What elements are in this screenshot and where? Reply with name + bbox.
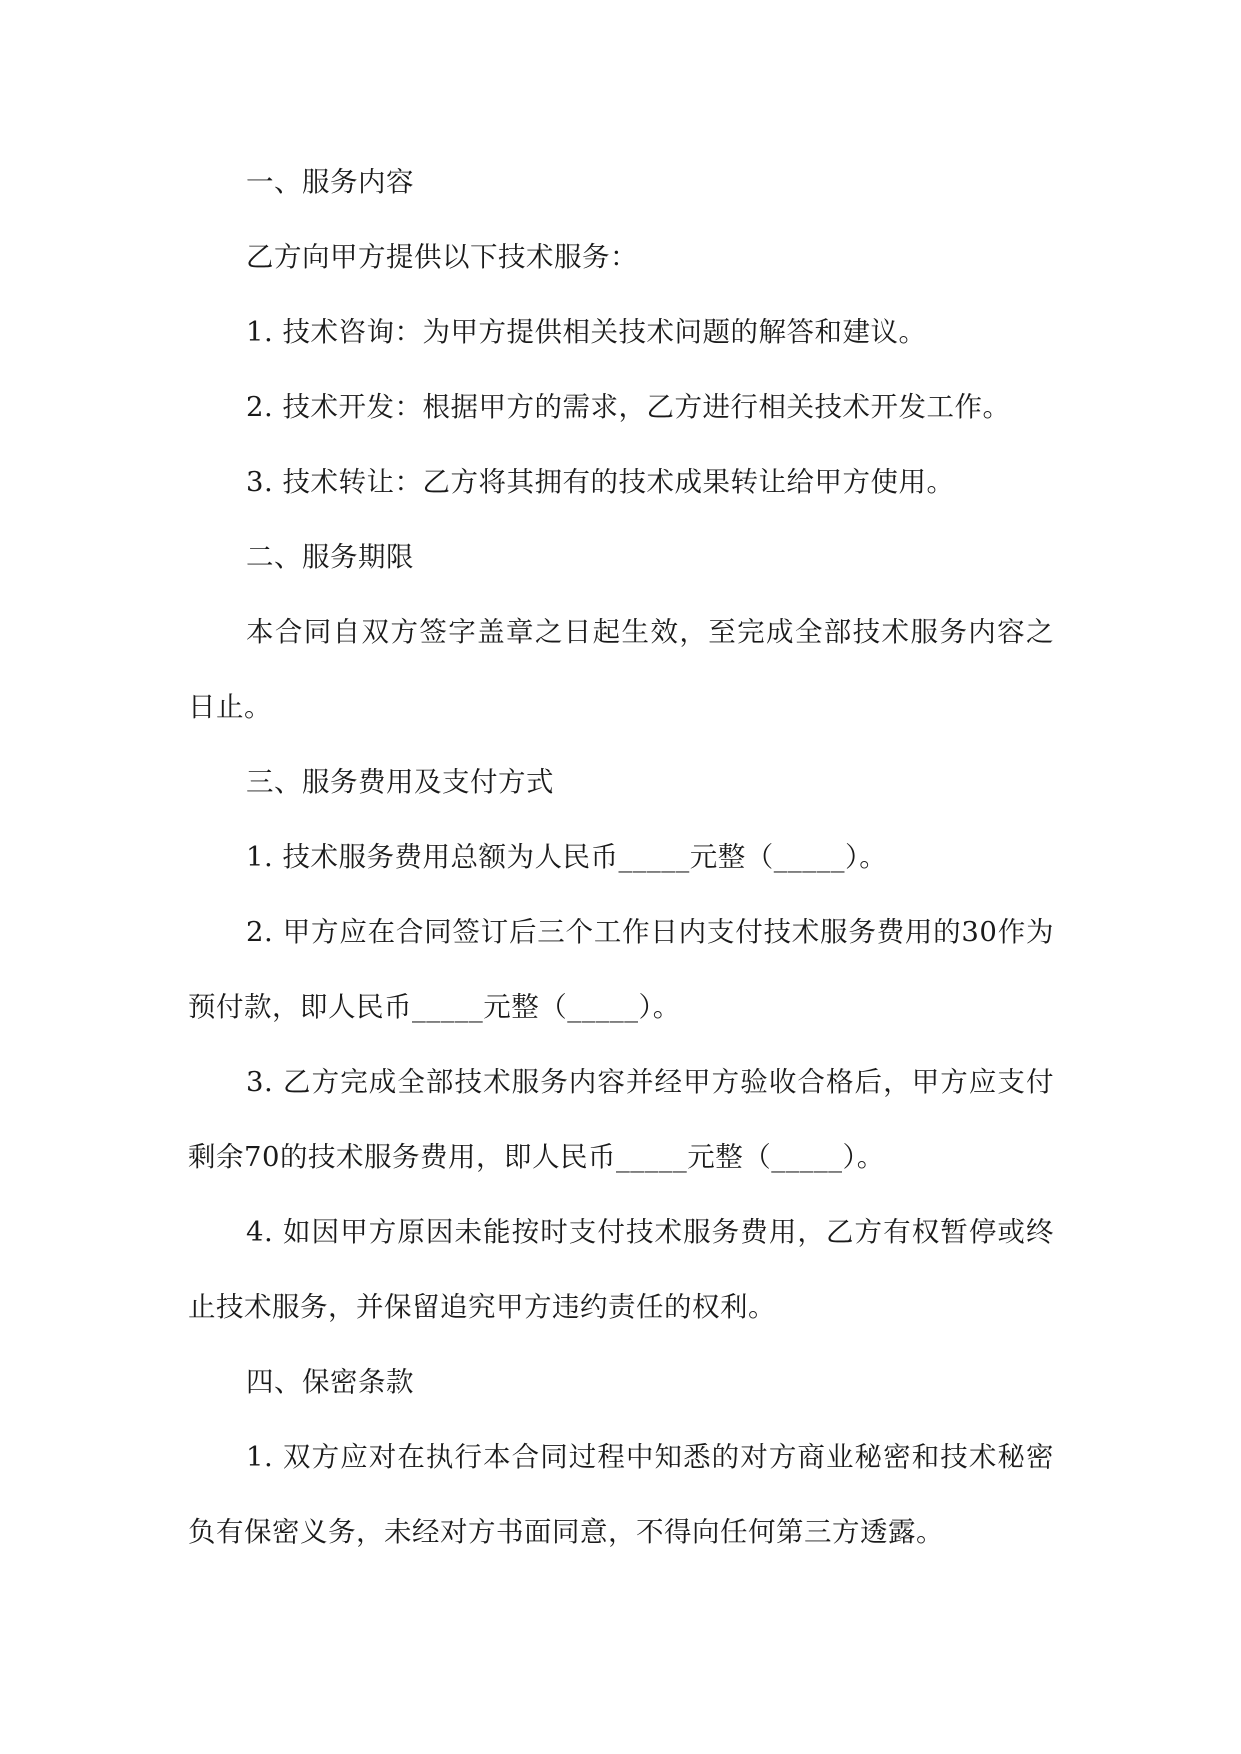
list-item-prepayment: 2. 甲方应在合同签订后三个工作日内支付技术服务费用的30作为预付款，即人民币_____元整（_____）。: [188, 916, 1054, 1023]
list-item-fee-total: 1. 技术服务费用总额为人民币_____元整（_____）。: [246, 841, 888, 873]
list-item-consulting: 1. 技术咨询：为甲方提供相关技术问题的解答和建议。: [246, 316, 927, 348]
list-item-late-payment: 4. 如因甲方原因未能按时支付技术服务费用，乙方有权暂停或终止技术服务，并保留追究甲方违约责任的权利。: [188, 1216, 1054, 1323]
section-heading-fees-payment: 三、服务费用及支付方式: [246, 766, 554, 798]
section-heading-service-content: 一、服务内容: [246, 166, 414, 198]
list-item-transfer: 3. 技术转让：乙方将其拥有的技术成果转让给甲方使用。: [246, 466, 955, 498]
list-item-remaining-payment: 3. 乙方完成全部技术服务内容并经甲方验收合格后，甲方应支付剩余70的技术服务费用，即人民币_____元整（_____）。: [188, 1066, 1054, 1173]
list-item-confidentiality: 1. 双方应对在执行本合同过程中知悉的对方商业秘密和技术秘密负有保密义务，未经对方书面同意，不得向任何第三方透露。: [188, 1441, 1054, 1548]
section-heading-confidentiality: 四、保密条款: [246, 1366, 414, 1398]
list-item-development: 2. 技术开发：根据甲方的需求，乙方进行相关技术开发工作。: [246, 391, 1011, 423]
section-heading-service-term: 二、服务期限: [246, 541, 414, 573]
paragraph-term: 本合同自双方签字盖章之日起生效，至完成全部技术服务内容之日止。: [188, 616, 1054, 723]
paragraph-intro: 乙方向甲方提供以下技术服务：: [246, 241, 638, 273]
document-body: [188, 145, 1054, 1570]
